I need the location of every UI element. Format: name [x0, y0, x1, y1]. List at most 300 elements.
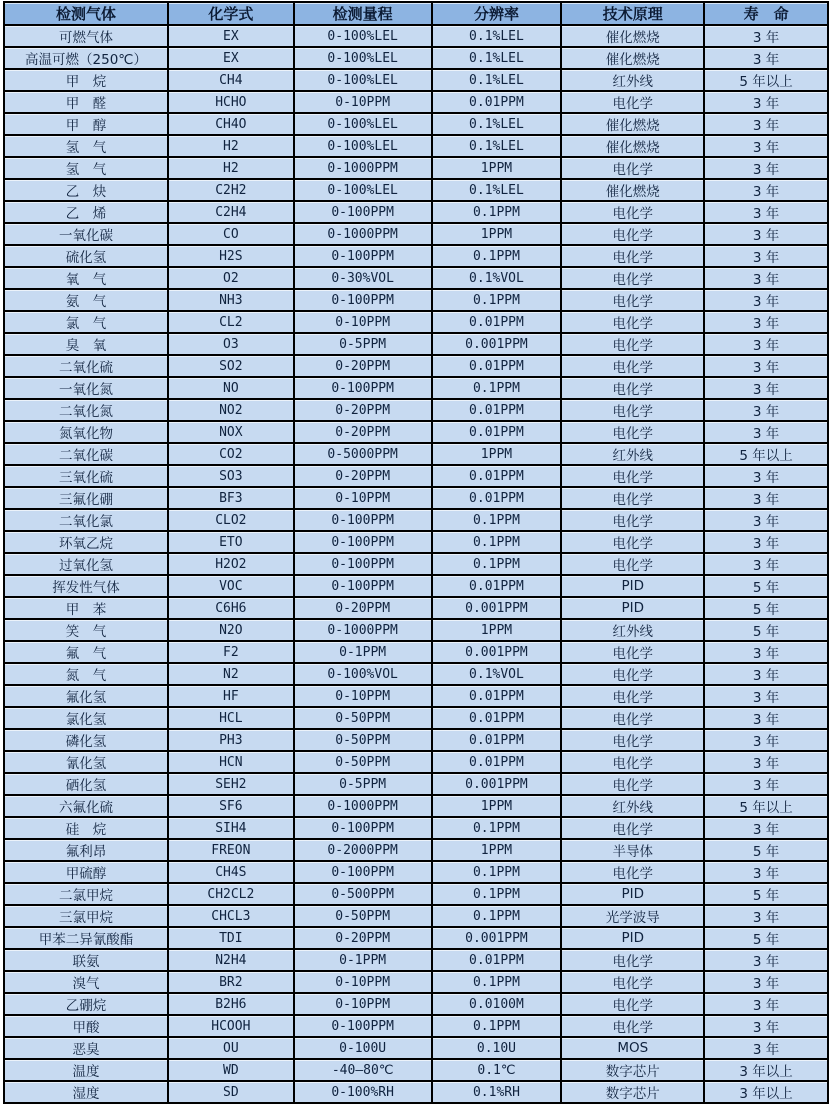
table-row [4, 377, 828, 399]
cell-resolution: 0.0100M [432, 993, 562, 1015]
table-row [4, 135, 828, 157]
cell-principle: 催化燃烧 [561, 25, 704, 47]
cell-resolution: 0.01PPM [432, 91, 562, 113]
cell-lifespan: 3 年 [704, 47, 828, 69]
cell-principle: 电化学 [561, 157, 704, 179]
cell-principle: 电化学 [561, 333, 704, 355]
cell-range: 0-100PPM [294, 575, 432, 597]
cell-resolution: 0.1%LEL [432, 69, 562, 91]
cell-gas: 高温可燃（250℃） [4, 47, 168, 69]
cell-gas: 恶臭 [4, 1037, 168, 1059]
cell-principle: 催化燃烧 [561, 135, 704, 157]
cell-principle: 电化学 [561, 531, 704, 553]
cell-formula: N2H4 [168, 949, 294, 971]
cell-principle: 电化学 [561, 949, 704, 971]
table-row [4, 927, 828, 949]
table-row [4, 663, 828, 685]
cell-principle: 光学波导 [561, 905, 704, 927]
cell-resolution: 1PPM [432, 157, 562, 179]
cell-lifespan: 3 年 [704, 113, 828, 135]
table-row [4, 993, 828, 1015]
cell-formula: SEH2 [168, 773, 294, 795]
cell-lifespan: 3 年 [704, 487, 828, 509]
cell-resolution: 0.1PPM [432, 1015, 562, 1037]
cell-range: 0-10PPM [294, 487, 432, 509]
cell-range: 0-20PPM [294, 927, 432, 949]
cell-range: 0-50PPM [294, 751, 432, 773]
table-row [4, 839, 828, 861]
cell-principle: 数字芯片 [561, 1059, 704, 1081]
cell-resolution: 0.001PPM [432, 641, 562, 663]
cell-lifespan: 3 年 [704, 707, 828, 729]
cell-lifespan: 3 年 [704, 91, 828, 113]
cell-gas: 六氟化硫 [4, 795, 168, 817]
cell-gas: 硒化氢 [4, 773, 168, 795]
table-row [4, 157, 828, 179]
cell-formula: H2 [168, 135, 294, 157]
cell-formula: BF3 [168, 487, 294, 509]
table-row [4, 399, 828, 421]
table-row [4, 25, 828, 47]
cell-principle: 电化学 [561, 663, 704, 685]
cell-resolution: 0.01PPM [432, 311, 562, 333]
cell-lifespan: 3 年 [704, 179, 828, 201]
cell-gas: 氧 气 [4, 267, 168, 289]
cell-resolution: 0.1PPM [432, 531, 562, 553]
cell-resolution: 1PPM [432, 795, 562, 817]
cell-lifespan: 3 年 [704, 421, 828, 443]
cell-range: 0-50PPM [294, 707, 432, 729]
cell-gas: 过氧化氢 [4, 553, 168, 575]
cell-lifespan: 3 年以上 [704, 1059, 828, 1081]
cell-gas: 氯化氢 [4, 707, 168, 729]
cell-formula: CL2 [168, 311, 294, 333]
header-cell-formula: 化学式 [168, 2, 294, 25]
cell-principle: 电化学 [561, 91, 704, 113]
cell-gas: 二氧化硫 [4, 355, 168, 377]
cell-lifespan: 3 年 [704, 773, 828, 795]
cell-principle: PID [561, 597, 704, 619]
cell-principle: 电化学 [561, 817, 704, 839]
cell-principle: 电化学 [561, 399, 704, 421]
cell-range: 0-1PPM [294, 641, 432, 663]
cell-formula: NH3 [168, 289, 294, 311]
cell-lifespan: 3 年以上 [704, 1081, 828, 1103]
table-row [4, 487, 828, 509]
cell-formula: TDI [168, 927, 294, 949]
cell-range: -40—80℃ [294, 1059, 432, 1081]
table-row [4, 355, 828, 377]
cell-formula: C6H6 [168, 597, 294, 619]
cell-resolution: 0.1PPM [432, 971, 562, 993]
table-row [4, 795, 828, 817]
cell-range: 0-100PPM [294, 509, 432, 531]
cell-range: 0-10PPM [294, 971, 432, 993]
cell-formula: CO2 [168, 443, 294, 465]
cell-gas: 二氧化碳 [4, 443, 168, 465]
cell-gas: 笑 气 [4, 619, 168, 641]
cell-formula: HCL [168, 707, 294, 729]
cell-principle: 电化学 [561, 267, 704, 289]
header-row [4, 2, 828, 25]
cell-range: 0-100U [294, 1037, 432, 1059]
table-row [4, 421, 828, 443]
cell-resolution: 0.1PPM [432, 883, 562, 905]
cell-principle: MOS [561, 1037, 704, 1059]
cell-range: 0-20PPM [294, 421, 432, 443]
cell-lifespan: 3 年 [704, 135, 828, 157]
cell-gas: 氟 气 [4, 641, 168, 663]
cell-lifespan: 5 年 [704, 575, 828, 597]
table-row [4, 267, 828, 289]
cell-gas: 乙硼烷 [4, 993, 168, 1015]
cell-formula: C2H2 [168, 179, 294, 201]
cell-resolution: 0.1PPM [432, 553, 562, 575]
table-row [4, 465, 828, 487]
cell-lifespan: 3 年 [704, 817, 828, 839]
cell-gas: 二氧化氮 [4, 399, 168, 421]
cell-formula: HCHO [168, 91, 294, 113]
cell-range: 0-10PPM [294, 685, 432, 707]
cell-formula: N2O [168, 619, 294, 641]
cell-formula: SF6 [168, 795, 294, 817]
header-cell-resolution: 分辨率 [432, 2, 562, 25]
cell-gas: 甲硫醇 [4, 861, 168, 883]
cell-resolution: 0.1PPM [432, 289, 562, 311]
cell-lifespan: 3 年 [704, 553, 828, 575]
cell-gas: 联氨 [4, 949, 168, 971]
cell-resolution: 1PPM [432, 619, 562, 641]
cell-gas: 溴气 [4, 971, 168, 993]
cell-resolution: 0.1PPM [432, 509, 562, 531]
cell-range: 0-500PPM [294, 883, 432, 905]
cell-gas: 湿度 [4, 1081, 168, 1103]
cell-resolution: 0.1%LEL [432, 25, 562, 47]
header-cell-gas: 检测气体 [4, 2, 168, 25]
table-row [4, 685, 828, 707]
cell-range: 0-100PPM [294, 531, 432, 553]
cell-principle: 红外线 [561, 69, 704, 91]
cell-resolution: 0.01PPM [432, 465, 562, 487]
table-row [4, 443, 828, 465]
cell-principle: 红外线 [561, 443, 704, 465]
cell-principle: 电化学 [561, 1015, 704, 1037]
cell-formula: PH3 [168, 729, 294, 751]
cell-formula: CH4O [168, 113, 294, 135]
table-row [4, 113, 828, 135]
cell-formula: H2S [168, 245, 294, 267]
cell-lifespan: 3 年 [704, 685, 828, 707]
cell-range: 0-30%VOL [294, 267, 432, 289]
cell-formula: SD [168, 1081, 294, 1103]
cell-formula: O2 [168, 267, 294, 289]
cell-formula: SO2 [168, 355, 294, 377]
cell-formula: N2 [168, 663, 294, 685]
cell-principle: 电化学 [561, 993, 704, 1015]
cell-resolution: 0.1%RH [432, 1081, 562, 1103]
cell-resolution: 0.01PPM [432, 707, 562, 729]
cell-lifespan: 3 年 [704, 311, 828, 333]
header-cell-range: 检测量程 [294, 2, 432, 25]
cell-resolution: 0.01PPM [432, 487, 562, 509]
cell-lifespan: 3 年 [704, 1037, 828, 1059]
cell-formula: EX [168, 25, 294, 47]
cell-resolution: 0.01PPM [432, 751, 562, 773]
cell-resolution: 0.01PPM [432, 575, 562, 597]
table-row [4, 971, 828, 993]
cell-gas: 氮氧化物 [4, 421, 168, 443]
cell-range: 0-1000PPM [294, 157, 432, 179]
cell-resolution: 0.1PPM [432, 245, 562, 267]
cell-formula: C2H4 [168, 201, 294, 223]
table-row [4, 47, 828, 69]
table-row [4, 311, 828, 333]
table-row [4, 905, 828, 927]
cell-formula: CO [168, 223, 294, 245]
cell-gas: 臭 氧 [4, 333, 168, 355]
table-row [4, 531, 828, 553]
cell-range: 0-5PPM [294, 333, 432, 355]
cell-resolution: 0.001PPM [432, 597, 562, 619]
table-row [4, 1037, 828, 1059]
cell-formula: NO2 [168, 399, 294, 421]
cell-gas: 挥发性气体 [4, 575, 168, 597]
table-row [4, 949, 828, 971]
cell-principle: 电化学 [561, 377, 704, 399]
cell-range: 0-1000PPM [294, 795, 432, 817]
cell-gas: 一氧化碳 [4, 223, 168, 245]
cell-gas: 氮 气 [4, 663, 168, 685]
cell-lifespan: 5 年以上 [704, 443, 828, 465]
cell-range: 0-100%LEL [294, 179, 432, 201]
cell-lifespan: 3 年 [704, 267, 828, 289]
table-row [4, 641, 828, 663]
cell-lifespan: 3 年 [704, 245, 828, 267]
cell-principle: PID [561, 575, 704, 597]
cell-principle: PID [561, 883, 704, 905]
cell-resolution: 1PPM [432, 443, 562, 465]
cell-principle: 电化学 [561, 685, 704, 707]
cell-range: 0-100PPM [294, 201, 432, 223]
table-row [4, 201, 828, 223]
table-body [4, 25, 828, 1103]
cell-resolution: 0.1PPM [432, 377, 562, 399]
cell-resolution: 0.1PPM [432, 861, 562, 883]
cell-formula: OU [168, 1037, 294, 1059]
cell-lifespan: 3 年 [704, 157, 828, 179]
header-cell-lifespan: 寿 命 [704, 2, 828, 25]
cell-principle: 电化学 [561, 751, 704, 773]
cell-gas: 硅 烷 [4, 817, 168, 839]
cell-gas: 环氧乙烷 [4, 531, 168, 553]
cell-range: 0-5PPM [294, 773, 432, 795]
cell-gas: 甲 苯 [4, 597, 168, 619]
cell-gas: 氟化氢 [4, 685, 168, 707]
cell-formula: CH2CL2 [168, 883, 294, 905]
cell-resolution: 0.1PPM [432, 905, 562, 927]
table-row [4, 729, 828, 751]
cell-principle: 催化燃烧 [561, 179, 704, 201]
table-row [4, 773, 828, 795]
table-row [4, 1015, 828, 1037]
cell-lifespan: 3 年 [704, 993, 828, 1015]
table-row [4, 223, 828, 245]
cell-principle: 催化燃烧 [561, 47, 704, 69]
cell-lifespan: 3 年 [704, 223, 828, 245]
cell-lifespan: 5 年 [704, 839, 828, 861]
cell-principle: 电化学 [561, 509, 704, 531]
cell-resolution: 0.1℃ [432, 1059, 562, 1081]
table-row [4, 707, 828, 729]
cell-range: 0-1000PPM [294, 619, 432, 641]
cell-lifespan: 3 年 [704, 355, 828, 377]
cell-principle: 电化学 [561, 245, 704, 267]
cell-range: 0-20PPM [294, 399, 432, 421]
cell-lifespan: 5 年 [704, 927, 828, 949]
cell-lifespan: 3 年 [704, 861, 828, 883]
cell-range: 0-100PPM [294, 553, 432, 575]
cell-resolution: 0.1%VOL [432, 663, 562, 685]
cell-range: 0-100PPM [294, 245, 432, 267]
cell-range: 0-10PPM [294, 91, 432, 113]
cell-lifespan: 5 年以上 [704, 795, 828, 817]
cell-gas: 二氧化氯 [4, 509, 168, 531]
cell-range: 0-100%VOL [294, 663, 432, 685]
cell-gas: 氢 气 [4, 135, 168, 157]
cell-principle: 红外线 [561, 795, 704, 817]
cell-principle: 电化学 [561, 487, 704, 509]
cell-lifespan: 3 年 [704, 905, 828, 927]
cell-principle: 电化学 [561, 553, 704, 575]
cell-principle: 电化学 [561, 311, 704, 333]
cell-lifespan: 5 年 [704, 597, 828, 619]
cell-principle: 红外线 [561, 619, 704, 641]
cell-range: 0-100%LEL [294, 135, 432, 157]
cell-range: 0-10PPM [294, 993, 432, 1015]
cell-principle: 电化学 [561, 223, 704, 245]
cell-resolution: 0.1%LEL [432, 113, 562, 135]
cell-lifespan: 3 年 [704, 509, 828, 531]
cell-resolution: 0.01PPM [432, 421, 562, 443]
cell-range: 0-100PPM [294, 861, 432, 883]
cell-range: 0-100%LEL [294, 69, 432, 91]
cell-principle: 数字芯片 [561, 1081, 704, 1103]
cell-lifespan: 3 年 [704, 729, 828, 751]
cell-principle: 半导体 [561, 839, 704, 861]
cell-range: 0-50PPM [294, 905, 432, 927]
cell-formula: FREON [168, 839, 294, 861]
cell-gas: 温度 [4, 1059, 168, 1081]
cell-gas: 氨 气 [4, 289, 168, 311]
cell-range: 0-100PPM [294, 1015, 432, 1037]
header-cell-principle: 技术原理 [561, 2, 704, 25]
cell-principle: 电化学 [561, 707, 704, 729]
cell-gas: 甲苯二异氰酸酯 [4, 927, 168, 949]
cell-gas: 磷化氢 [4, 729, 168, 751]
cell-range: 0-1PPM [294, 949, 432, 971]
table-row [4, 861, 828, 883]
cell-range: 0-20PPM [294, 465, 432, 487]
cell-gas: 乙 烯 [4, 201, 168, 223]
cell-gas: 甲酸 [4, 1015, 168, 1037]
cell-formula: EX [168, 47, 294, 69]
cell-principle: 电化学 [561, 773, 704, 795]
cell-formula: WD [168, 1059, 294, 1081]
cell-range: 0-100%LEL [294, 113, 432, 135]
cell-formula: ETO [168, 531, 294, 553]
cell-resolution: 1PPM [432, 839, 562, 861]
cell-lifespan: 3 年 [704, 531, 828, 553]
cell-lifespan: 3 年 [704, 201, 828, 223]
cell-lifespan: 3 年 [704, 641, 828, 663]
table-row [4, 751, 828, 773]
cell-principle: 电化学 [561, 729, 704, 751]
cell-gas: 三氯甲烷 [4, 905, 168, 927]
cell-resolution: 1PPM [432, 223, 562, 245]
cell-lifespan: 5 年以上 [704, 69, 828, 91]
cell-gas: 甲 烷 [4, 69, 168, 91]
cell-range: 0-20PPM [294, 597, 432, 619]
cell-principle: 电化学 [561, 355, 704, 377]
cell-lifespan: 3 年 [704, 377, 828, 399]
cell-range: 0-5000PPM [294, 443, 432, 465]
cell-resolution: 0.1%LEL [432, 135, 562, 157]
cell-resolution: 0.01PPM [432, 729, 562, 751]
cell-formula: F2 [168, 641, 294, 663]
cell-lifespan: 3 年 [704, 25, 828, 47]
cell-formula: HCOOH [168, 1015, 294, 1037]
cell-resolution: 0.01PPM [432, 685, 562, 707]
cell-lifespan: 3 年 [704, 663, 828, 685]
cell-range: 0-1000PPM [294, 223, 432, 245]
cell-gas: 三氧化硫 [4, 465, 168, 487]
cell-formula: NO [168, 377, 294, 399]
cell-gas: 硫化氢 [4, 245, 168, 267]
cell-formula: HCN [168, 751, 294, 773]
table-row [4, 817, 828, 839]
table-row [4, 1081, 828, 1103]
cell-formula: BR2 [168, 971, 294, 993]
cell-resolution: 0.1PPM [432, 201, 562, 223]
cell-range: 0-100%LEL [294, 25, 432, 47]
cell-formula: CH4S [168, 861, 294, 883]
cell-formula: CHCL3 [168, 905, 294, 927]
cell-principle: 电化学 [561, 641, 704, 663]
cell-lifespan: 3 年 [704, 333, 828, 355]
cell-formula: H2O2 [168, 553, 294, 575]
cell-gas: 可燃气体 [4, 25, 168, 47]
cell-resolution: 0.01PPM [432, 399, 562, 421]
cell-principle: 电化学 [561, 971, 704, 993]
cell-formula: HF [168, 685, 294, 707]
cell-gas: 乙 炔 [4, 179, 168, 201]
cell-gas: 甲 醇 [4, 113, 168, 135]
table-row [4, 553, 828, 575]
cell-resolution: 0.001PPM [432, 773, 562, 795]
cell-principle: 电化学 [561, 465, 704, 487]
cell-range: 0-50PPM [294, 729, 432, 751]
table-row [4, 619, 828, 641]
cell-resolution: 0.01PPM [432, 949, 562, 971]
cell-resolution: 0.1%LEL [432, 179, 562, 201]
cell-formula: B2H6 [168, 993, 294, 1015]
cell-range: 0-100PPM [294, 817, 432, 839]
cell-range: 0-10PPM [294, 311, 432, 333]
cell-resolution: 0.1%VOL [432, 267, 562, 289]
table-row [4, 69, 828, 91]
cell-principle: 电化学 [561, 201, 704, 223]
table-row [4, 179, 828, 201]
